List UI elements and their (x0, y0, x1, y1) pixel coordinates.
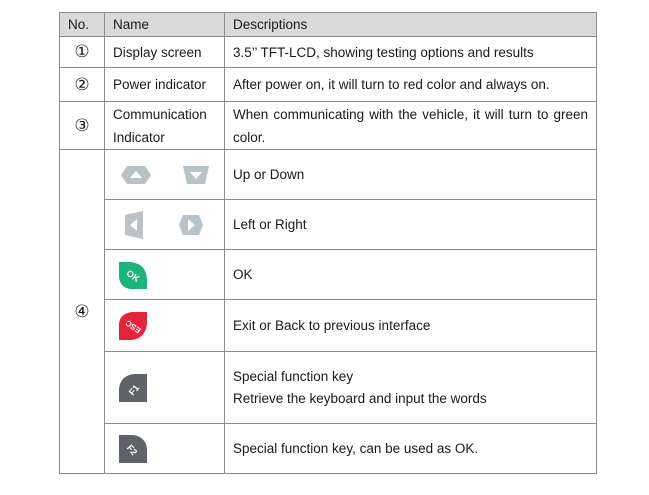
key-description: Special function key, can be used as OK. (225, 424, 597, 474)
row-number: ① (60, 37, 105, 68)
key-description: Exit or Back to previous interface (225, 300, 597, 352)
key-cell (105, 150, 225, 200)
table-row (60, 102, 597, 150)
table-row (60, 150, 597, 200)
row-number: ③ (60, 102, 105, 150)
table-row (60, 250, 597, 300)
esc-key-label: ESC (123, 317, 143, 335)
key-description-line: Retrieve the keyboard and input the words (233, 390, 487, 406)
f2-key-label: F2 (124, 442, 140, 457)
key-cell (105, 424, 225, 474)
table-row (60, 424, 597, 474)
key-icons (113, 433, 216, 465)
key-description: OK (225, 250, 597, 300)
key-icons (113, 310, 216, 342)
table-row (60, 300, 597, 352)
up-key-icon (119, 162, 153, 188)
right-key-icon (175, 209, 205, 241)
left-key-icon (119, 209, 149, 241)
spec-table (59, 12, 597, 474)
f2-key-icon (117, 433, 149, 465)
header-descriptions: Descriptions (225, 13, 597, 37)
key-cell (105, 250, 225, 300)
table-row (60, 200, 597, 250)
f1-key-label: F1 (126, 382, 142, 397)
key-description-line: Special function key (233, 368, 354, 384)
key-description: Up or Down (225, 150, 597, 200)
row-number: ④ (60, 150, 105, 474)
row-name: Display screen (105, 37, 225, 68)
key-icons (113, 259, 216, 291)
row-description: 3.5’’ TFT-LCD, showing testing options and results (225, 37, 597, 68)
row-description: After power on, it will turn to red color and always on. (225, 68, 597, 102)
table-header-row (60, 13, 597, 37)
key-icons (113, 162, 216, 188)
header-no: No. (60, 13, 105, 37)
key-description: Left or Right (225, 200, 597, 250)
table-row (60, 352, 597, 424)
table-row (60, 68, 597, 102)
ok-key-label: OK (124, 267, 142, 284)
table-row (60, 37, 597, 68)
key-icons (113, 372, 216, 404)
row-name: Power indicator (105, 68, 225, 102)
f1-key-icon (117, 372, 149, 404)
key-icons (113, 209, 216, 241)
key-cell (105, 352, 225, 424)
ok-key-icon (117, 259, 149, 291)
key-description (225, 352, 597, 424)
key-cell (105, 300, 225, 352)
row-number: ② (60, 68, 105, 102)
esc-key-icon (117, 310, 149, 342)
key-cell (105, 200, 225, 250)
down-key-icon (179, 162, 213, 188)
row-name: Communication Indicator (105, 102, 225, 150)
header-name: Name (105, 13, 225, 37)
row-description: When communicating with the vehicle, it will turn to green color. (225, 102, 597, 150)
